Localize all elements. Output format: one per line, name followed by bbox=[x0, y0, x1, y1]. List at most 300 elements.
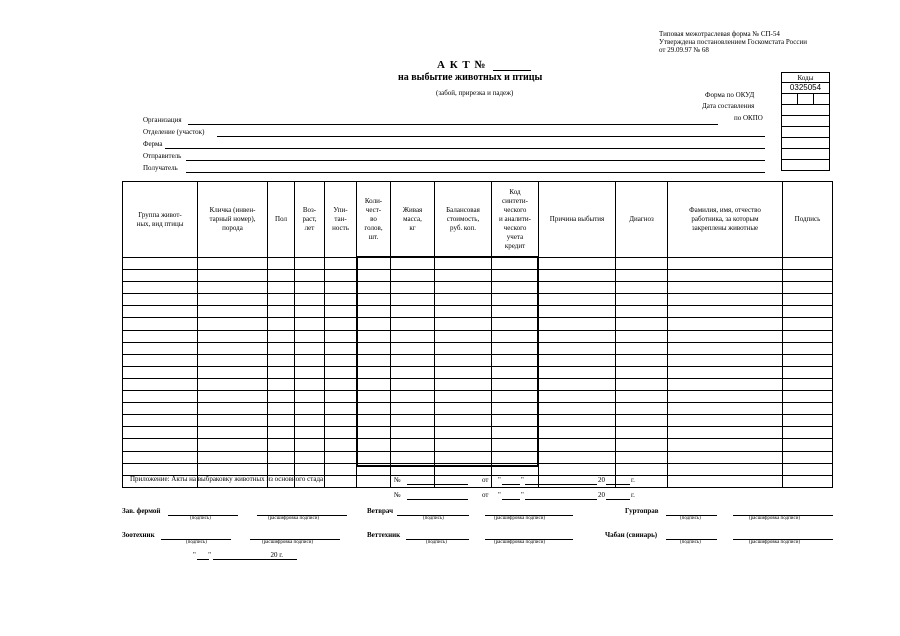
table-cell[interactable] bbox=[391, 427, 435, 439]
table-cell[interactable] bbox=[783, 294, 833, 306]
table-cell[interactable] bbox=[391, 318, 435, 330]
table-cell[interactable] bbox=[325, 354, 357, 366]
okpo-code-cell[interactable] bbox=[781, 105, 830, 116]
table-cell[interactable] bbox=[616, 463, 668, 475]
receiver-input[interactable] bbox=[186, 172, 765, 173]
table-cell[interactable] bbox=[616, 391, 668, 403]
attachment2-ot: от bbox=[482, 491, 489, 499]
table-cell[interactable] bbox=[668, 330, 783, 342]
attachment2-month[interactable] bbox=[525, 499, 597, 500]
receiver-code-cell[interactable] bbox=[781, 160, 830, 171]
table-cell[interactable] bbox=[668, 403, 783, 415]
table-cell[interactable] bbox=[668, 391, 783, 403]
farm-head-decode-caption: (расшифровка подписи) bbox=[268, 516, 320, 521]
table-cell[interactable] bbox=[357, 318, 391, 330]
table-row bbox=[123, 270, 833, 282]
column-header-1: Группа живот- ных, вид птицы bbox=[123, 182, 198, 258]
table-cell[interactable] bbox=[616, 258, 668, 270]
table-cell[interactable] bbox=[539, 391, 616, 403]
table-cell[interactable] bbox=[492, 439, 539, 451]
herder-decode-caption: (расшифровка подписи) bbox=[749, 516, 801, 521]
table-cell[interactable] bbox=[268, 415, 295, 427]
table-cell[interactable] bbox=[268, 439, 295, 451]
table-cell[interactable] bbox=[616, 415, 668, 427]
table-cell[interactable] bbox=[492, 415, 539, 427]
table-cell[interactable] bbox=[198, 306, 268, 318]
farm-input[interactable] bbox=[165, 148, 765, 149]
attachment2-year[interactable] bbox=[606, 499, 630, 500]
table-cell[interactable] bbox=[198, 294, 268, 306]
table-cell[interactable] bbox=[783, 415, 833, 427]
table-cell[interactable] bbox=[357, 439, 391, 451]
table-cell[interactable] bbox=[325, 330, 357, 342]
table-cell[interactable] bbox=[391, 282, 435, 294]
table-cell[interactable] bbox=[357, 366, 391, 378]
attachment1-year-suffix: г. bbox=[631, 476, 635, 484]
department-input[interactable] bbox=[217, 136, 765, 137]
table-cell[interactable] bbox=[435, 258, 492, 270]
table-cell[interactable] bbox=[616, 439, 668, 451]
table-cell[interactable] bbox=[668, 378, 783, 390]
table-cell[interactable] bbox=[616, 282, 668, 294]
shepherd-sign-caption: (подпись) bbox=[680, 540, 701, 545]
table-cell[interactable] bbox=[616, 403, 668, 415]
table-cell[interactable] bbox=[198, 427, 268, 439]
table-cell[interactable] bbox=[783, 270, 833, 282]
table-cell[interactable] bbox=[616, 427, 668, 439]
table-cell[interactable] bbox=[539, 270, 616, 282]
table-cell[interactable] bbox=[268, 451, 295, 463]
table-cell[interactable] bbox=[123, 282, 198, 294]
act-date[interactable]: " " 20 г. bbox=[193, 551, 284, 559]
table-cell[interactable] bbox=[668, 282, 783, 294]
table-cell[interactable] bbox=[435, 451, 492, 463]
zootech-label: Зоотехник bbox=[122, 531, 155, 539]
table-cell[interactable] bbox=[325, 294, 357, 306]
table-cell[interactable] bbox=[492, 403, 539, 415]
table-row bbox=[123, 354, 833, 366]
table-cell[interactable] bbox=[357, 330, 391, 342]
table-cell[interactable] bbox=[325, 342, 357, 354]
table-cell[interactable] bbox=[435, 342, 492, 354]
table-cell[interactable] bbox=[295, 258, 325, 270]
table-cell[interactable] bbox=[198, 378, 268, 390]
table-cell[interactable] bbox=[123, 463, 198, 475]
table-cell[interactable] bbox=[783, 403, 833, 415]
table-cell[interactable] bbox=[325, 366, 357, 378]
table-cell[interactable] bbox=[668, 439, 783, 451]
table-cell[interactable] bbox=[357, 270, 391, 282]
table-cell[interactable] bbox=[123, 318, 198, 330]
table-cell[interactable] bbox=[123, 378, 198, 390]
table-cell[interactable] bbox=[539, 366, 616, 378]
table-cell[interactable] bbox=[616, 294, 668, 306]
table-cell[interactable] bbox=[492, 378, 539, 390]
table-cell[interactable] bbox=[198, 282, 268, 294]
table-cell[interactable] bbox=[325, 282, 357, 294]
table-cell[interactable] bbox=[492, 354, 539, 366]
table-cell[interactable] bbox=[123, 294, 198, 306]
table-cell[interactable] bbox=[435, 439, 492, 451]
zootech-decode-caption: (расшифровка подписи) bbox=[262, 540, 314, 545]
table-body bbox=[123, 258, 833, 488]
table-cell[interactable] bbox=[435, 282, 492, 294]
table-cell[interactable] bbox=[295, 415, 325, 427]
act-number-field[interactable] bbox=[493, 70, 531, 71]
table-cell[interactable] bbox=[492, 366, 539, 378]
table-cell[interactable] bbox=[492, 294, 539, 306]
table-cell[interactable] bbox=[492, 427, 539, 439]
table-cell[interactable] bbox=[198, 366, 268, 378]
table-cell[interactable] bbox=[435, 403, 492, 415]
date-code-cell[interactable] bbox=[781, 94, 830, 105]
table-cell[interactable] bbox=[783, 366, 833, 378]
table-cell[interactable] bbox=[668, 463, 783, 475]
table-cell[interactable] bbox=[268, 282, 295, 294]
table-cell[interactable] bbox=[268, 258, 295, 270]
table-cell[interactable] bbox=[357, 415, 391, 427]
table-cell[interactable] bbox=[268, 366, 295, 378]
table-cell[interactable] bbox=[539, 378, 616, 390]
table-cell[interactable] bbox=[435, 427, 492, 439]
table-cell[interactable] bbox=[295, 366, 325, 378]
table-cell[interactable] bbox=[295, 342, 325, 354]
column-header-12: Фамилия, имя, отчество работника, за которым закреплены животные bbox=[668, 182, 783, 258]
table-cell[interactable] bbox=[668, 318, 783, 330]
table-cell[interactable] bbox=[325, 415, 357, 427]
table-cell[interactable] bbox=[268, 342, 295, 354]
table-row bbox=[123, 463, 833, 475]
table-cell[interactable] bbox=[295, 439, 325, 451]
table-cell[interactable] bbox=[123, 439, 198, 451]
table-cell[interactable] bbox=[268, 306, 295, 318]
table-cell[interactable] bbox=[123, 354, 198, 366]
table-cell[interactable] bbox=[616, 318, 668, 330]
table-cell[interactable] bbox=[357, 391, 391, 403]
table-cell[interactable] bbox=[391, 354, 435, 366]
table-cell[interactable] bbox=[492, 451, 539, 463]
table-cell[interactable] bbox=[539, 415, 616, 427]
table-cell[interactable] bbox=[123, 391, 198, 403]
table-cell[interactable] bbox=[668, 427, 783, 439]
table-cell[interactable] bbox=[539, 354, 616, 366]
act-note: (забой, прирезка и падеж) bbox=[436, 89, 514, 97]
table-cell[interactable] bbox=[123, 366, 198, 378]
table-cell[interactable] bbox=[295, 391, 325, 403]
organization-input[interactable] bbox=[188, 124, 718, 125]
table-cell[interactable] bbox=[198, 318, 268, 330]
table-cell[interactable] bbox=[295, 427, 325, 439]
table-cell[interactable] bbox=[295, 330, 325, 342]
table-cell[interactable] bbox=[668, 366, 783, 378]
table-cell[interactable] bbox=[123, 403, 198, 415]
table-cell[interactable] bbox=[783, 318, 833, 330]
table-cell[interactable] bbox=[391, 378, 435, 390]
table-cell[interactable] bbox=[616, 451, 668, 463]
table-cell[interactable] bbox=[391, 451, 435, 463]
codes-header: Коды bbox=[781, 72, 830, 83]
table-cell[interactable] bbox=[783, 354, 833, 366]
table-cell[interactable] bbox=[668, 258, 783, 270]
table-cell[interactable] bbox=[391, 366, 435, 378]
table-cell[interactable] bbox=[325, 318, 357, 330]
table-cell[interactable] bbox=[616, 378, 668, 390]
table-cell[interactable] bbox=[435, 270, 492, 282]
column-header-13: Подпись bbox=[783, 182, 833, 258]
table-cell[interactable] bbox=[357, 282, 391, 294]
table-cell[interactable] bbox=[295, 403, 325, 415]
table-cell[interactable] bbox=[268, 391, 295, 403]
table-cell[interactable] bbox=[435, 391, 492, 403]
form-type-line: Типовая межотраслевая форма № СП-54 bbox=[659, 30, 780, 38]
table-cell[interactable] bbox=[325, 403, 357, 415]
table-cell[interactable] bbox=[435, 378, 492, 390]
table-cell[interactable] bbox=[435, 294, 492, 306]
table-cell[interactable] bbox=[268, 330, 295, 342]
table-cell[interactable] bbox=[198, 415, 268, 427]
attachment1-no: № bbox=[394, 476, 401, 484]
table-cell[interactable] bbox=[783, 475, 833, 487]
table-cell[interactable] bbox=[668, 306, 783, 318]
table-cell[interactable] bbox=[435, 463, 492, 475]
table-cell[interactable] bbox=[616, 306, 668, 318]
table-cell[interactable] bbox=[435, 354, 492, 366]
table-cell[interactable] bbox=[325, 451, 357, 463]
table-cell[interactable] bbox=[123, 451, 198, 463]
table-cell[interactable] bbox=[295, 451, 325, 463]
table-cell[interactable] bbox=[492, 318, 539, 330]
sender-input[interactable] bbox=[186, 160, 765, 161]
table-cell[interactable] bbox=[123, 258, 198, 270]
table-cell[interactable] bbox=[539, 451, 616, 463]
vet-sign-caption: (подпись) bbox=[423, 516, 444, 521]
table-cell[interactable] bbox=[783, 391, 833, 403]
table-cell[interactable] bbox=[492, 391, 539, 403]
table-cell[interactable] bbox=[325, 306, 357, 318]
table-cell[interactable] bbox=[783, 427, 833, 439]
table-cell[interactable] bbox=[268, 427, 295, 439]
table-cell[interactable] bbox=[123, 330, 198, 342]
attachment1-quote-open: " bbox=[498, 476, 501, 484]
table-cell[interactable] bbox=[783, 378, 833, 390]
table-cell[interactable] bbox=[198, 391, 268, 403]
table-cell[interactable] bbox=[435, 366, 492, 378]
attachment-label: Приложение: Акты на выбраковку животных из основного стада bbox=[130, 475, 324, 483]
table-cell[interactable] bbox=[198, 451, 268, 463]
table-cell[interactable] bbox=[539, 282, 616, 294]
table-cell[interactable] bbox=[325, 475, 357, 487]
table-cell[interactable] bbox=[492, 270, 539, 282]
table-cell[interactable] bbox=[616, 475, 668, 487]
table-cell[interactable] bbox=[198, 403, 268, 415]
table-cell[interactable] bbox=[783, 451, 833, 463]
table-cell[interactable] bbox=[668, 354, 783, 366]
sender-label: Отправитель bbox=[143, 152, 182, 160]
table-cell[interactable] bbox=[616, 342, 668, 354]
table-cell[interactable] bbox=[198, 463, 268, 475]
table-cell[interactable] bbox=[783, 258, 833, 270]
table-cell[interactable] bbox=[616, 270, 668, 282]
table-cell[interactable] bbox=[295, 294, 325, 306]
org-code-cell[interactable] bbox=[781, 116, 830, 127]
table-cell[interactable] bbox=[325, 463, 357, 475]
table-cell[interactable] bbox=[783, 282, 833, 294]
table-cell[interactable] bbox=[539, 306, 616, 318]
table-row bbox=[123, 330, 833, 342]
attachment1-year[interactable] bbox=[606, 484, 630, 485]
table-cell[interactable] bbox=[357, 451, 391, 463]
table-cell[interactable] bbox=[668, 270, 783, 282]
table-cell[interactable] bbox=[391, 463, 435, 475]
table-cell[interactable] bbox=[357, 354, 391, 366]
table-cell[interactable] bbox=[268, 270, 295, 282]
table-cell[interactable] bbox=[668, 415, 783, 427]
table-cell[interactable] bbox=[357, 258, 391, 270]
table-cell[interactable] bbox=[391, 306, 435, 318]
table-cell[interactable] bbox=[492, 463, 539, 475]
receiver-label: Получатель bbox=[143, 164, 178, 172]
table-cell[interactable] bbox=[783, 439, 833, 451]
table-cell[interactable] bbox=[435, 318, 492, 330]
herder-label: Гуртоправ bbox=[625, 507, 659, 515]
table-cell[interactable] bbox=[783, 342, 833, 354]
attachment2-year-suffix: г. bbox=[631, 491, 635, 499]
attachment1-number[interactable] bbox=[407, 484, 468, 485]
table-cell[interactable] bbox=[391, 439, 435, 451]
table-cell[interactable] bbox=[357, 342, 391, 354]
table-cell[interactable] bbox=[123, 342, 198, 354]
table-cell[interactable] bbox=[198, 342, 268, 354]
attachment1-month[interactable] bbox=[525, 484, 597, 485]
table-cell[interactable] bbox=[492, 282, 539, 294]
form-header-note bbox=[659, 30, 807, 54]
table-cell[interactable] bbox=[435, 306, 492, 318]
table-cell[interactable] bbox=[492, 258, 539, 270]
table-cell[interactable] bbox=[357, 463, 391, 475]
attachment1-ot: от bbox=[482, 476, 489, 484]
table-cell[interactable] bbox=[295, 306, 325, 318]
dept-code-cell[interactable] bbox=[781, 127, 830, 138]
table-cell[interactable] bbox=[539, 463, 616, 475]
table-cell[interactable] bbox=[435, 330, 492, 342]
table-cell[interactable] bbox=[295, 318, 325, 330]
okud-code-cell[interactable]: 0325054 bbox=[781, 83, 830, 94]
table-row bbox=[123, 391, 833, 403]
table-cell[interactable] bbox=[295, 282, 325, 294]
table-cell[interactable] bbox=[539, 258, 616, 270]
vet-decode-caption: (расшифровка подписи) bbox=[494, 516, 546, 521]
table-cell[interactable] bbox=[391, 403, 435, 415]
table-cell[interactable] bbox=[123, 427, 198, 439]
table-cell[interactable] bbox=[391, 342, 435, 354]
table-cell[interactable] bbox=[325, 258, 357, 270]
table-cell[interactable] bbox=[539, 342, 616, 354]
table-cell[interactable] bbox=[268, 318, 295, 330]
table-cell[interactable] bbox=[198, 270, 268, 282]
table-cell[interactable] bbox=[295, 270, 325, 282]
table-cell[interactable] bbox=[357, 427, 391, 439]
table-cell[interactable] bbox=[668, 451, 783, 463]
table-cell[interactable] bbox=[357, 294, 391, 306]
table-cell[interactable] bbox=[198, 330, 268, 342]
table-cell[interactable] bbox=[325, 378, 357, 390]
act-title: А К Т № bbox=[437, 59, 487, 71]
table-cell[interactable] bbox=[539, 330, 616, 342]
department-label: Отделение (участок) bbox=[143, 128, 205, 136]
table-cell[interactable] bbox=[268, 403, 295, 415]
table-cell[interactable] bbox=[198, 258, 268, 270]
table-cell[interactable] bbox=[295, 378, 325, 390]
table-row bbox=[123, 306, 833, 318]
attachment2-number[interactable] bbox=[407, 499, 468, 500]
table-cell[interactable] bbox=[783, 463, 833, 475]
table-cell[interactable] bbox=[325, 439, 357, 451]
table-cell[interactable] bbox=[198, 439, 268, 451]
table-cell[interactable] bbox=[492, 342, 539, 354]
table-cell[interactable] bbox=[492, 330, 539, 342]
table-cell[interactable] bbox=[357, 403, 391, 415]
sender-code-cell[interactable] bbox=[781, 149, 830, 160]
farm-code-cell[interactable] bbox=[781, 138, 830, 149]
table-cell[interactable] bbox=[123, 415, 198, 427]
table-cell[interactable] bbox=[539, 318, 616, 330]
table-cell[interactable] bbox=[492, 306, 539, 318]
table-cell[interactable] bbox=[198, 354, 268, 366]
table-cell[interactable] bbox=[391, 415, 435, 427]
table-cell[interactable] bbox=[325, 391, 357, 403]
table-cell[interactable] bbox=[357, 306, 391, 318]
table-cell[interactable] bbox=[435, 415, 492, 427]
table-cell[interactable] bbox=[539, 403, 616, 415]
table-cell[interactable] bbox=[357, 378, 391, 390]
attachment2-day[interactable] bbox=[502, 499, 520, 500]
table-cell[interactable] bbox=[268, 378, 295, 390]
table-cell[interactable] bbox=[668, 342, 783, 354]
table-cell[interactable] bbox=[325, 270, 357, 282]
attachment1-day[interactable] bbox=[502, 484, 520, 485]
table-cell[interactable] bbox=[616, 366, 668, 378]
vettech-sign-caption: (подпись) bbox=[426, 540, 447, 545]
table-cell[interactable] bbox=[268, 463, 295, 475]
table-cell[interactable] bbox=[391, 391, 435, 403]
table-cell[interactable] bbox=[391, 294, 435, 306]
table-cell[interactable] bbox=[783, 330, 833, 342]
table-cell[interactable] bbox=[123, 270, 198, 282]
table-cell[interactable] bbox=[325, 427, 357, 439]
table-cell[interactable] bbox=[616, 330, 668, 342]
table-cell[interactable] bbox=[357, 475, 391, 487]
zootech-sign-caption: (подпись) bbox=[186, 540, 207, 545]
table-cell[interactable] bbox=[295, 354, 325, 366]
table-cell[interactable] bbox=[668, 475, 783, 487]
table-cell[interactable] bbox=[616, 354, 668, 366]
table-cell[interactable] bbox=[539, 427, 616, 439]
table-cell[interactable] bbox=[391, 330, 435, 342]
table-cell[interactable] bbox=[539, 294, 616, 306]
table-cell[interactable] bbox=[668, 294, 783, 306]
table-cell[interactable] bbox=[268, 354, 295, 366]
table-cell[interactable] bbox=[295, 463, 325, 475]
table-cell[interactable] bbox=[539, 439, 616, 451]
table-cell[interactable] bbox=[391, 258, 435, 270]
column-header-6: Коли- чест- во голов, шт. bbox=[357, 182, 391, 258]
column-header-4: Воз- раст, лет bbox=[295, 182, 325, 258]
table-cell[interactable] bbox=[391, 270, 435, 282]
table-cell[interactable] bbox=[783, 306, 833, 318]
herder-sign-caption: (подпись) bbox=[680, 516, 701, 521]
table-cell[interactable] bbox=[123, 306, 198, 318]
table-cell[interactable] bbox=[268, 294, 295, 306]
